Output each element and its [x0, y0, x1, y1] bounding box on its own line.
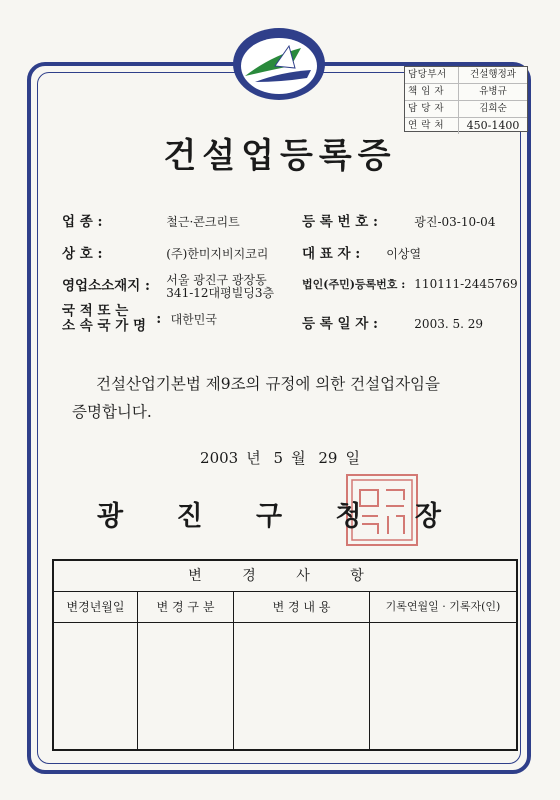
contact-label: 담 당 자: [405, 101, 459, 117]
table-cell: [138, 623, 234, 751]
col-change-date: 변경년월일: [54, 592, 138, 622]
contact-value: 김희순: [479, 103, 507, 114]
changes-table-title: 변 경 사 항: [54, 561, 516, 592]
field-representative: [302, 242, 421, 262]
field-value: (주)한미지비지코리: [166, 247, 269, 261]
contact-value: 건설행정과: [470, 69, 516, 80]
field-company: [62, 242, 268, 262]
issue-month-unit: 월: [291, 449, 306, 467]
field-label: 상 호 :: [62, 246, 103, 262]
table-cell: [234, 623, 370, 751]
contact-value: 450-1400: [466, 119, 520, 132]
col-change-type: 변 경 구 분: [138, 592, 234, 622]
field-address: [62, 274, 274, 300]
changes-table-header-row: [54, 592, 516, 623]
issue-year: 2003: [200, 449, 239, 467]
contact-label: 책 임 자: [405, 84, 459, 100]
field-business-type: [62, 210, 240, 230]
issue-day: 29: [318, 449, 338, 467]
field-label: 소 속 국 가 명: [62, 318, 147, 334]
issuer-name: 광 진 구 청 장: [96, 501, 463, 532]
table-cell: [370, 623, 516, 751]
field-value: 2003. 5. 29: [414, 317, 483, 331]
col-change-content: 변 경 내 용: [234, 592, 370, 622]
field-label: 등 록 일 자 :: [302, 316, 378, 332]
col-record-date-recorder: 기록연월일 · 기록자(인): [385, 600, 501, 613]
changes-table-body: [54, 623, 516, 751]
field-value: 서울 광진구 광장동: [166, 273, 267, 287]
field-label: 등 록 번 호 :: [302, 214, 378, 230]
field-corp-reg: [302, 276, 518, 292]
gwangjin-emblem-icon: [231, 26, 327, 102]
table-cell: [54, 623, 138, 751]
field-value: 철근·콘크리트: [166, 215, 240, 229]
field-value: 110111-2445769: [414, 277, 518, 291]
field-label: 대 표 자 :: [302, 246, 361, 262]
issue-month: 5: [273, 449, 284, 467]
issue-date: [0, 447, 560, 468]
field-label: 법인(주민)등록번호 :: [302, 278, 406, 291]
field-value: 이상열: [386, 247, 422, 261]
field-reg-number: [302, 210, 495, 230]
issue-year-unit: 년: [246, 449, 261, 467]
issue-day-unit: 일: [345, 449, 360, 467]
field-nationality: [62, 304, 217, 334]
contact-row-manager: [405, 84, 527, 101]
statement-line-1: 건설산업기본법 제9조의 규정에 의한 건설업자임을: [96, 375, 441, 393]
field-reg-date: [302, 312, 483, 332]
contact-info-box: [404, 66, 528, 132]
contact-row-staff: [405, 101, 527, 118]
contact-value: 유병규: [479, 86, 507, 97]
field-label: 업 종 :: [62, 214, 103, 230]
document-title: 건설업등록증: [163, 136, 397, 176]
contact-label: 담당부서: [405, 67, 459, 83]
contact-row-dept: [405, 67, 527, 84]
field-label: 국 적 또 는: [62, 303, 129, 319]
field-separator: :: [156, 311, 162, 327]
field-value: 광진-03-10-04: [414, 215, 496, 229]
contact-label: 연 락 처: [405, 118, 459, 134]
field-label: 영업소소재지 :: [62, 278, 150, 294]
changes-table: [52, 559, 518, 751]
field-value: 대한민국: [170, 312, 217, 327]
statement-line-2: 증명합니다.: [72, 403, 152, 421]
field-value: 341-12대평빌딩3층: [166, 286, 275, 300]
